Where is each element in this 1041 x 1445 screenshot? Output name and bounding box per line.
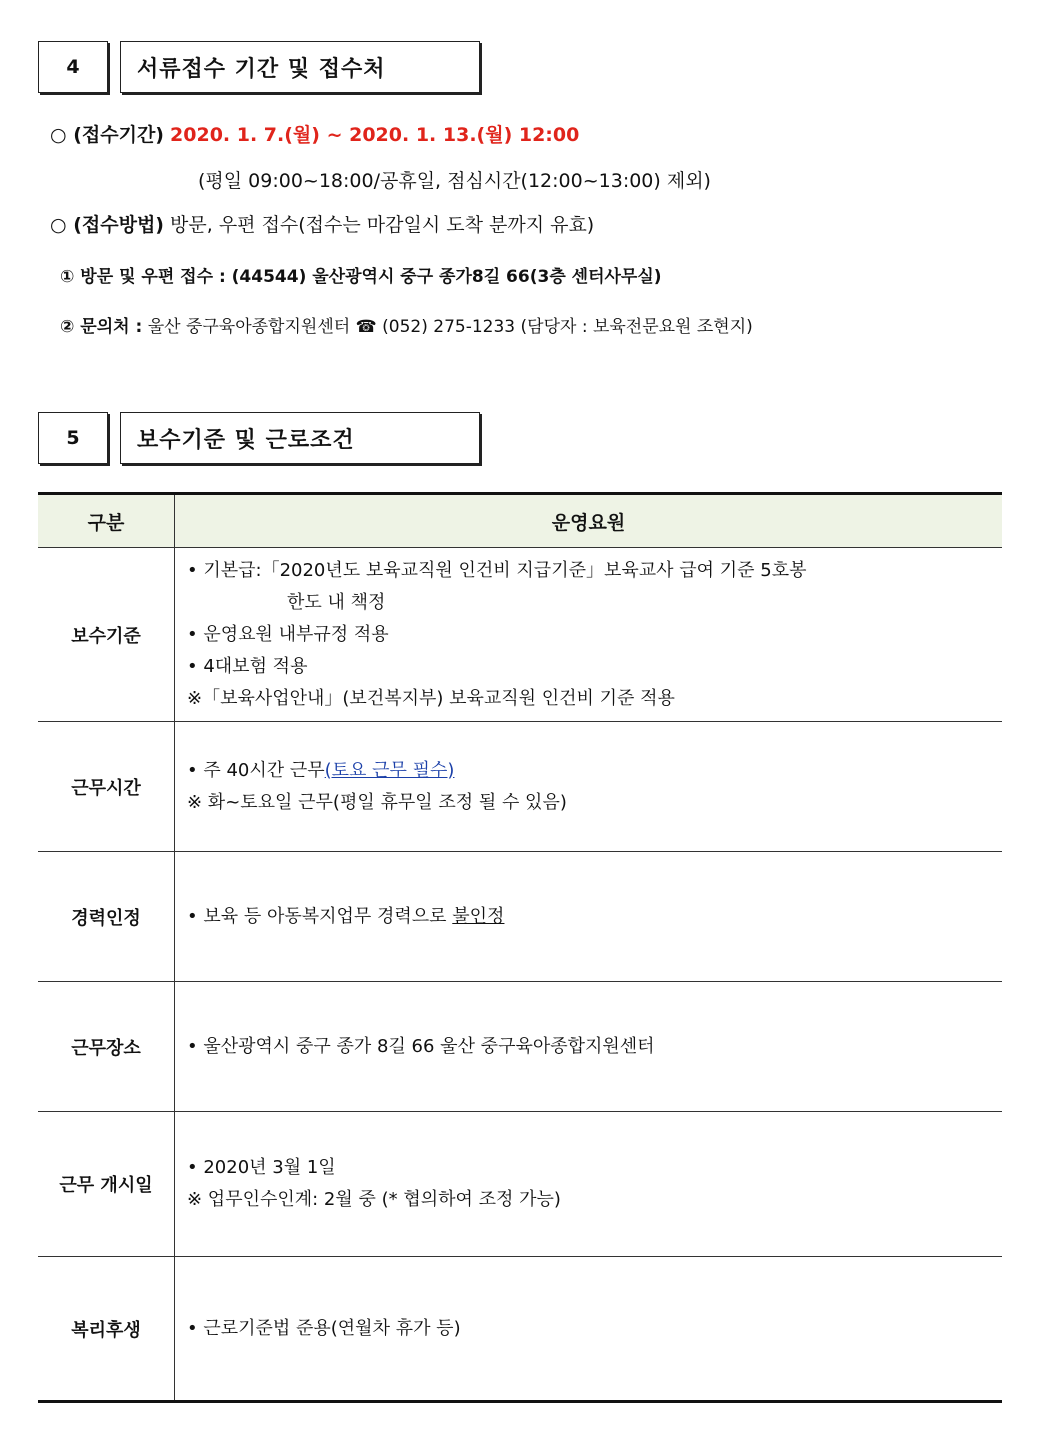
section-5-title: 보수기준 및 근로조건 [120, 412, 480, 464]
table-row [38, 852, 1002, 982]
contact-row [60, 312, 753, 337]
row-content [175, 1112, 1003, 1257]
content-text: • 주 40시간 근무 [187, 759, 325, 781]
header-category: 구분 [38, 494, 175, 548]
table-row [38, 1257, 1002, 1402]
section-5-number: 5 [38, 412, 108, 464]
table-row [38, 722, 1002, 852]
table-row [38, 548, 1002, 722]
content-line: • 기본급:「2020년도 보육교직원 인건비 지급기준」보육교사 급여 기준 5호봉 [187, 559, 807, 581]
row-category: 근무장소 [38, 982, 175, 1112]
content-line [187, 755, 1001, 787]
content-line: • 울산광역시 중구 종가 8길 66 울산 중구육아종합지원센터 [187, 1035, 655, 1057]
content-line: • 4대보험 적용 [187, 655, 308, 677]
table-row [38, 982, 1002, 1112]
contact-value: 울산 중구육아종합지원센터 ☎ (052) 275-1233 (담당자 : 보육전문요원 조현지) [147, 317, 753, 337]
not-recognized-text: 불인정 [452, 905, 505, 927]
header-content: 운영요원 [175, 494, 1003, 548]
method-row [50, 210, 594, 237]
table-row [38, 1112, 1002, 1257]
table-header-row [38, 494, 1002, 548]
period-label: ○ (접수기간) [50, 124, 164, 146]
row-content [175, 1257, 1003, 1402]
row-content [175, 722, 1003, 852]
content-line: 한도 내 책정 [287, 591, 386, 613]
saturday-required-link[interactable]: (토요 근무 필수) [324, 759, 455, 781]
conditions-table [38, 492, 1002, 1403]
content-text: • 보육 등 아동복지업무 경력으로 [187, 905, 453, 927]
section-4-number: 4 [38, 41, 108, 93]
row-category: 복리후생 [38, 1257, 175, 1402]
method-label: ○ (접수방법) [50, 214, 164, 236]
row-category: 경력인정 [38, 852, 175, 982]
method-value: 방문, 우편 접수(접수는 마감일시 도착 분까지 유효) [170, 214, 595, 236]
row-content [175, 852, 1003, 982]
content-line: • 근로기준법 준용(연월차 휴가 등) [187, 1317, 461, 1339]
row-content [175, 982, 1003, 1112]
section-4-title: 서류접수 기간 및 접수처 [120, 41, 480, 93]
contact-label: ② 문의처 : [60, 317, 143, 337]
visit-mail-item: ① 방문 및 우편 접수 : (44544) 울산광역시 중구 종가8길 66(3층 센터사무실) [60, 267, 662, 287]
row-category: 근무 개시일 [38, 1112, 175, 1257]
period-value: 2020. 1. 7.(월) ~ 2020. 1. 13.(월) 12:00 [170, 124, 580, 146]
row-category: 보수기준 [38, 548, 175, 722]
content-line [187, 901, 1001, 933]
row-category: 근무시간 [38, 722, 175, 852]
content-line: • 2020년 3월 1일 [187, 1157, 336, 1178]
content-line: ※「보육사업안내」(보건복지부) 보육교직원 인건비 기준 적용 [187, 687, 675, 709]
period-row [50, 120, 579, 147]
content-line: ※ 화~토요일 근무(평일 휴무일 조정 될 수 있음) [187, 791, 567, 813]
content-line: • 운영요원 내부규정 적용 [187, 623, 389, 645]
period-note: (평일 09:00~18:00/공휴일, 점심시간(12:00~13:00) 제외) [198, 170, 711, 192]
content-line: ※ 업무인수인계: 2월 중 (* 협의하여 조정 가능) [187, 1189, 561, 1210]
row-content [175, 548, 1003, 722]
